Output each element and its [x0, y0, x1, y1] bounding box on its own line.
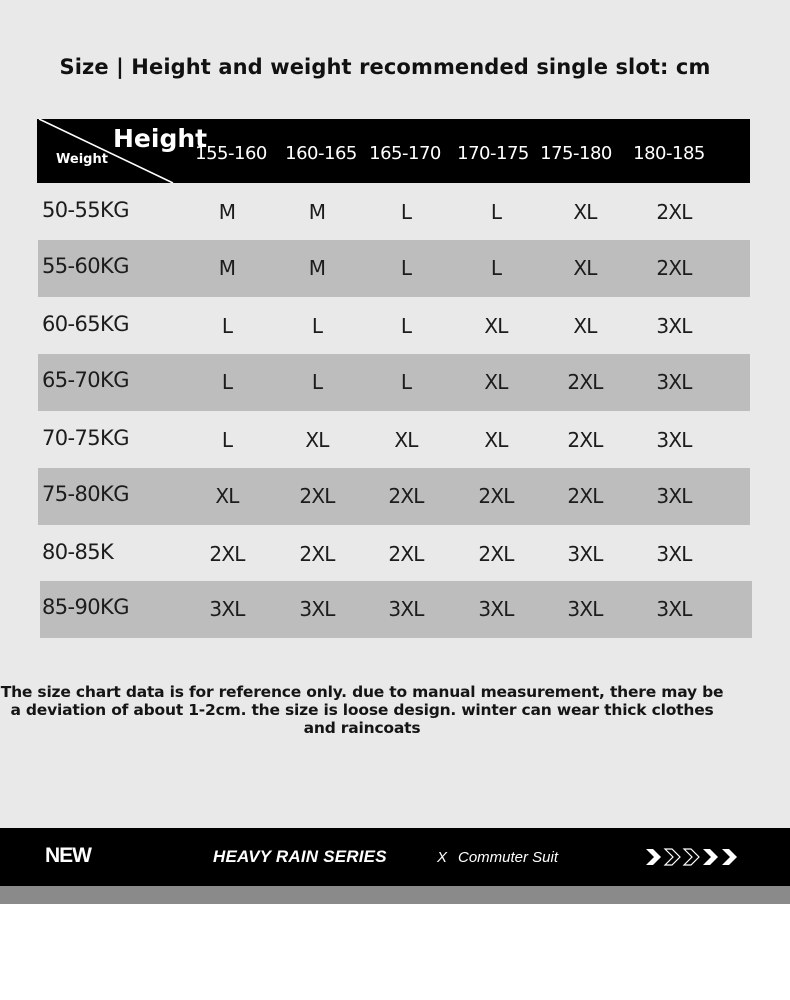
table-row — [38, 412, 750, 469]
suit-name: Commuter Suit — [458, 849, 559, 866]
size-cell: 2XL — [567, 370, 603, 394]
size-cell: L — [311, 314, 323, 338]
new-label: NEW — [45, 844, 91, 867]
size-cell: L — [221, 428, 233, 452]
size-cell: 3XL — [209, 597, 245, 621]
size-cell: L — [490, 256, 502, 280]
weight-cell: 75-80KG — [42, 482, 129, 506]
size-cell: 3XL — [656, 484, 692, 508]
size-cell: 3XL — [656, 370, 692, 394]
weight-cell: 65-70KG — [42, 368, 129, 392]
column-header: 180-185 — [633, 143, 705, 164]
size-cell: 3XL — [656, 542, 692, 566]
size-cell: M — [218, 256, 236, 280]
page-title: Size | Height and weight recommended single slot: cm — [59, 55, 711, 79]
size-cell: M — [308, 200, 326, 224]
series-banner — [0, 828, 790, 886]
size-cell: 3XL — [567, 542, 603, 566]
weight-axis-label: Weight — [56, 152, 108, 167]
size-cell: 3XL — [388, 597, 424, 621]
size-cell: L — [400, 314, 412, 338]
size-cell: L — [221, 314, 233, 338]
weight-cell: 80-85K — [42, 540, 114, 564]
size-cell: XL — [573, 314, 597, 338]
size-cell: 2XL — [656, 256, 692, 280]
table-row — [38, 526, 750, 583]
column-header: 160-165 — [285, 143, 357, 164]
weight-cell: 60-65KG — [42, 312, 129, 336]
note-line: a deviation of about 1-2cm. the size is loose design. winter can wear thick clothes — [10, 701, 714, 719]
size-cell: 2XL — [388, 484, 424, 508]
size-cell: M — [218, 200, 236, 224]
weight-cell: 85-90KG — [42, 595, 129, 619]
weight-cell: 70-75KG — [42, 426, 129, 450]
table-row — [38, 240, 750, 297]
size-cell: XL — [573, 256, 597, 280]
weight-cell: 50-55KG — [42, 198, 129, 222]
disclaimer-note — [0, 683, 724, 737]
size-cell: XL — [484, 370, 508, 394]
size-cell: 3XL — [656, 314, 692, 338]
size-cell: 2XL — [478, 484, 514, 508]
banner-stripe — [0, 886, 790, 904]
table-row — [40, 581, 752, 638]
size-cell: 3XL — [478, 597, 514, 621]
size-cell: 2XL — [209, 542, 245, 566]
table-row — [38, 354, 750, 411]
note-line: and raincoats — [303, 719, 421, 737]
note-line: The size chart data is for reference only. due to manual measurement, there may be — [0, 683, 724, 701]
size-cell: L — [311, 370, 323, 394]
size-cell: 2XL — [299, 542, 335, 566]
weight-cell: 55-60KG — [42, 254, 129, 278]
table-row — [38, 468, 750, 525]
size-cell: XL — [394, 428, 418, 452]
size-cell: L — [490, 200, 502, 224]
size-cell: 3XL — [299, 597, 335, 621]
chevrons-right-icon — [644, 847, 744, 867]
column-header: 170-175 — [457, 143, 529, 164]
height-axis-label: Height — [113, 124, 208, 153]
size-cell: 2XL — [567, 484, 603, 508]
size-cell: 2XL — [299, 484, 335, 508]
table-header — [37, 119, 750, 183]
size-cell: L — [400, 200, 412, 224]
size-cell: L — [400, 256, 412, 280]
table-row — [38, 298, 750, 355]
size-cell: L — [400, 370, 412, 394]
size-cell: 2XL — [388, 542, 424, 566]
size-cell: 2XL — [567, 428, 603, 452]
collab-x: X — [437, 849, 448, 866]
size-cell: XL — [215, 484, 239, 508]
size-cell: 3XL — [656, 597, 692, 621]
size-cell: 2XL — [656, 200, 692, 224]
size-cell: 3XL — [656, 428, 692, 452]
size-cell: XL — [573, 200, 597, 224]
size-cell: XL — [484, 314, 508, 338]
series-name: HEAVY RAIN SERIES — [213, 847, 387, 866]
size-cell: L — [221, 370, 233, 394]
size-cell: M — [308, 256, 326, 280]
column-header: 155-160 — [195, 143, 267, 164]
size-cell: XL — [305, 428, 329, 452]
column-header: 165-170 — [369, 143, 441, 164]
size-cell: XL — [484, 428, 508, 452]
column-header: 175-180 — [540, 143, 612, 164]
table-row — [38, 184, 750, 241]
size-cell: 2XL — [478, 542, 514, 566]
size-cell: 3XL — [567, 597, 603, 621]
